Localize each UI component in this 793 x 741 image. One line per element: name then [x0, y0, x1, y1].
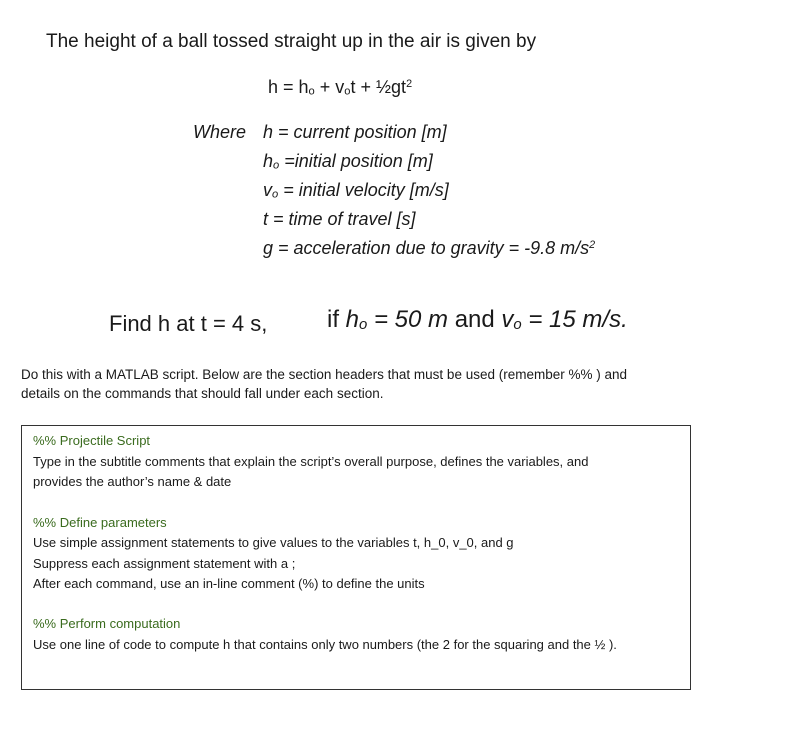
section-text-line: Suppress each assignment statement with a ; — [33, 556, 296, 571]
definition-h0-text: =initial position [m] — [279, 151, 433, 171]
cond-h-var: h — [345, 306, 360, 333]
height-formula — [268, 77, 412, 98]
definition-t: t = time of travel [s] — [263, 209, 416, 229]
cond-h-subscript: o — [359, 317, 368, 334]
formula-plus-1: + — [314, 77, 336, 97]
script-sections-box — [21, 425, 691, 690]
instruction-line-1: Do this with a MATLAB script. Below are the section headers that must be used (remember %% ) and — [21, 367, 628, 382]
cond-v-subscript: o — [513, 317, 522, 334]
cond-if: if — [327, 306, 346, 333]
formula-h0-subscript: o — [308, 85, 315, 98]
formula-v0: v — [335, 77, 345, 97]
given-conditions — [327, 306, 628, 334]
section-header-define-parameters: %% Define parameters — [33, 515, 167, 530]
definition-h0-var: h — [263, 151, 274, 171]
definition-g — [263, 238, 595, 259]
definition-v0 — [263, 180, 449, 201]
section-header-perform-computation: %% Perform computation — [33, 616, 181, 631]
cond-v-var: v — [501, 306, 514, 333]
formula-t: t — [350, 77, 356, 97]
definition-v0-var: v — [263, 180, 272, 200]
formula-equals: = — [278, 77, 299, 97]
section-text-line: Type in the subtitle comments that explain the script’s overall purpose, defines the variables, and — [33, 454, 589, 469]
formula-v0-subscript: o — [344, 85, 351, 98]
definition-h0 — [263, 151, 433, 172]
definition-g-text: g = acceleration due to gravity = -9.8 m/s — [263, 238, 590, 258]
section-text-line: provides the author’s name & date — [33, 474, 232, 489]
formula-square: 2 — [406, 78, 413, 91]
formula-h: h — [268, 77, 279, 97]
definition-v0-subscript: o — [272, 188, 279, 201]
find-question: Find h at t = 4 s, — [109, 311, 268, 336]
section-header-projectile-script: %% Projectile Script — [33, 433, 151, 448]
section-text-line: Use simple assignment statements to give values to the variables t, h_0, v_0, and g — [33, 535, 514, 550]
formula-half-gt: ½gt — [376, 77, 407, 97]
where-label: Where — [193, 122, 247, 142]
definition-h: h = current position [m] — [263, 122, 447, 142]
formula-h0: h — [298, 77, 309, 97]
cond-h-value: = 50 m — [367, 306, 449, 333]
formula-plus-2: + — [355, 77, 377, 97]
cond-and: and — [448, 306, 502, 333]
cond-v-value: = 15 m/s. — [521, 306, 628, 333]
section-text-line: Use one line of code to compute h that contains only two numbers (the 2 for the squaring and the ½ ). — [33, 637, 617, 652]
intro-text: The height of a ball tossed straight up in the air is given by — [46, 31, 537, 52]
definition-g-superscript: 2 — [589, 239, 596, 252]
instruction-line-2: details on the commands that should fall under each section. — [21, 386, 384, 401]
definition-h0-subscript: o — [273, 159, 280, 172]
section-text-line: After each command, use an in-line comment (%) to define the units — [33, 576, 425, 591]
definition-v0-text: = initial velocity [m/s] — [278, 180, 449, 200]
